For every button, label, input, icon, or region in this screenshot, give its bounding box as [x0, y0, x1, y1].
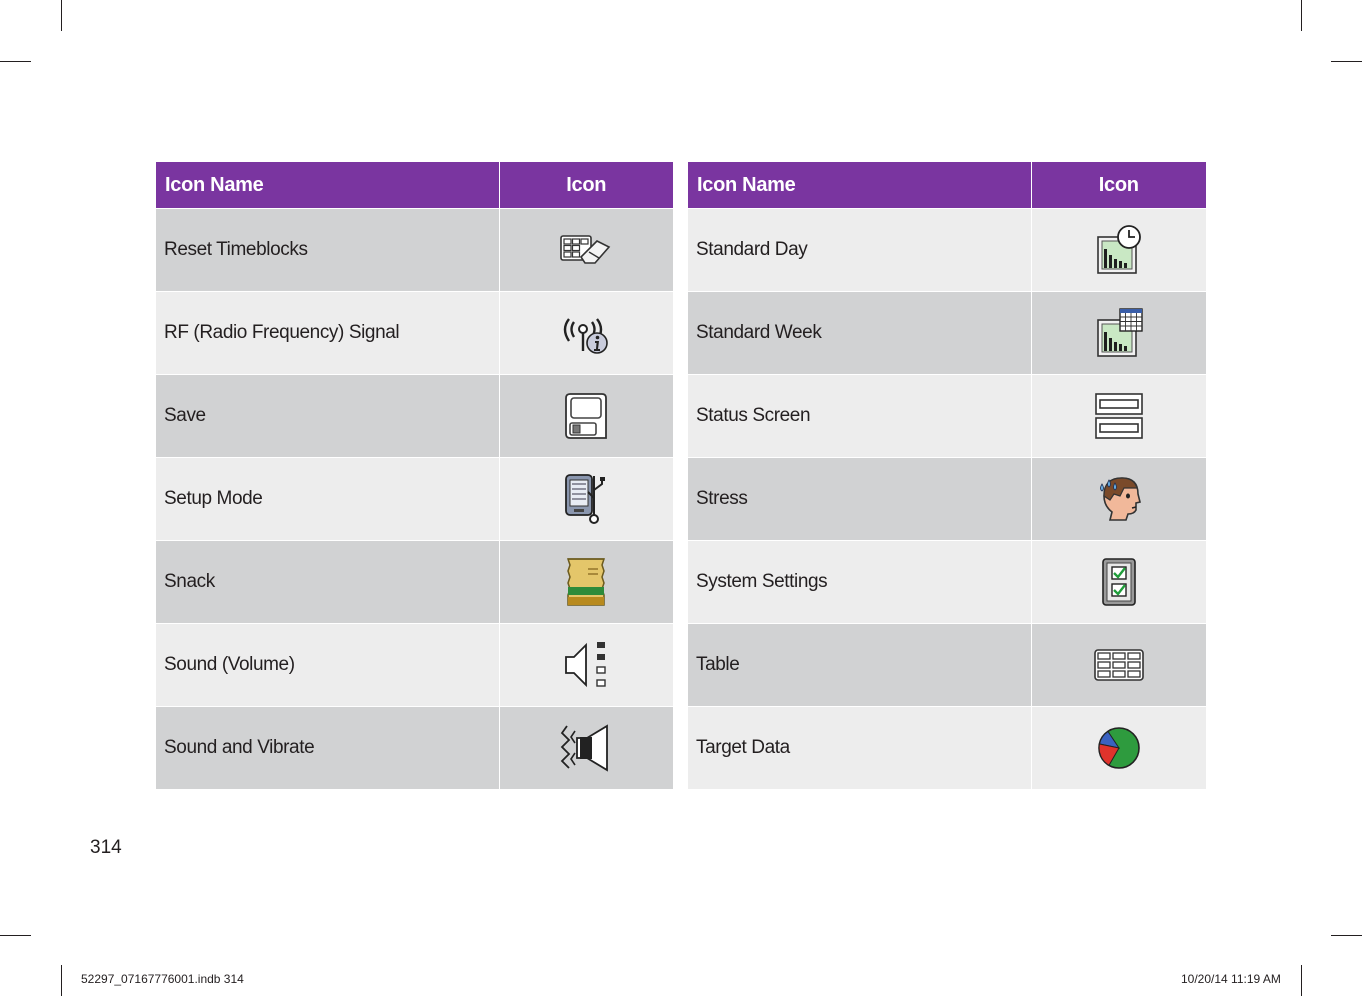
setup-mode-icon — [562, 472, 610, 526]
icon-name-cell: Sound and Vibrate — [156, 707, 499, 790]
crop-mark — [1331, 61, 1362, 62]
table-row — [688, 541, 1206, 624]
crop-mark — [0, 935, 31, 936]
column-header-icon: Icon — [499, 162, 673, 209]
table-row — [688, 292, 1206, 375]
table-row — [156, 209, 673, 292]
page-number: 314 — [90, 837, 122, 858]
table-row — [156, 541, 673, 624]
icon-name-cell: Reset Timeblocks — [156, 209, 499, 292]
column-header-icon: Icon — [1031, 162, 1206, 209]
column-header-icon-name: Icon Name — [688, 162, 1031, 209]
system-settings-icon — [1099, 557, 1139, 607]
crop-mark — [1301, 965, 1302, 996]
column-header-icon-name: Icon Name — [156, 162, 499, 209]
table-row — [156, 707, 673, 790]
reset-timeblocks-icon — [559, 233, 613, 267]
icon-name-cell: System Settings — [688, 541, 1031, 624]
slug-file: 52297_07167776001.indb 314 — [81, 972, 244, 986]
icon-name-cell: Stress — [688, 458, 1031, 541]
rf-signal-icon — [559, 311, 613, 355]
table-icon — [1093, 648, 1145, 682]
sound-volume-icon — [562, 640, 610, 690]
table-row — [156, 624, 673, 707]
icon-name-cell: Table — [688, 624, 1031, 707]
table-row — [688, 375, 1206, 458]
icon-name-cell: Setup Mode — [156, 458, 499, 541]
icon-name-cell: Snack — [156, 541, 499, 624]
standard-week-icon — [1094, 306, 1144, 360]
table-row — [156, 458, 673, 541]
crop-mark — [1331, 935, 1362, 936]
stress-icon — [1094, 474, 1144, 524]
icon-name-cell: Target Data — [688, 707, 1031, 790]
table-row — [156, 292, 673, 375]
standard-day-icon — [1094, 223, 1144, 277]
status-screen-icon — [1094, 391, 1144, 441]
slug-date: 10/20/14 11:19 AM — [1181, 972, 1281, 986]
crop-mark — [1301, 0, 1302, 31]
icon-name-cell: RF (Radio Frequency) Signal — [156, 292, 499, 375]
table-row — [156, 375, 673, 458]
sound-vibrate-icon — [559, 723, 613, 773]
icon-name-cell: Sound (Volume) — [156, 624, 499, 707]
icon-name-cell: Standard Day — [688, 209, 1031, 292]
table-row — [688, 707, 1206, 790]
table-row — [688, 624, 1206, 707]
target-data-icon — [1095, 724, 1143, 772]
icon-table-right — [688, 162, 1206, 789]
icon-name-cell: Save — [156, 375, 499, 458]
icon-table-left — [156, 162, 673, 789]
table-row — [688, 209, 1206, 292]
crop-mark — [0, 61, 31, 62]
table-row — [688, 458, 1206, 541]
icon-name-cell: Standard Week — [688, 292, 1031, 375]
crop-mark — [61, 0, 62, 31]
save-icon — [562, 392, 610, 440]
crop-mark — [61, 965, 62, 996]
icon-name-cell: Status Screen — [688, 375, 1031, 458]
snack-icon — [562, 555, 610, 609]
